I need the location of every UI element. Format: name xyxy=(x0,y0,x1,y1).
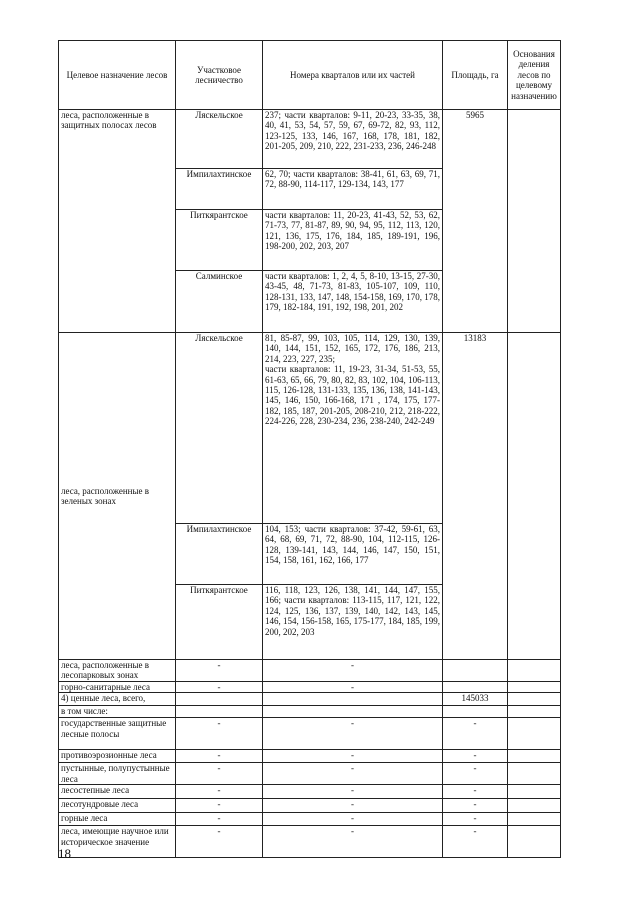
cell-purpose: противоэрозионные леса xyxy=(59,750,176,763)
cell-district: Салминское xyxy=(176,271,263,333)
cell-district: - xyxy=(176,750,263,763)
cell-district: - xyxy=(176,826,263,858)
cell-quarters: - xyxy=(263,826,443,858)
cell-quarters: 237; части кварталов: 9-11, 20-23, 33-35, 38, 40, 41, 53, 54, 57, 59, 67, 69-72, 82, 93, 112, 123-125, 133, 146, 167, 168, 178, 181, 182, 201-205, 209, 210, 222, 231-233, 236, 246-248 xyxy=(263,110,443,169)
table-row xyxy=(59,706,561,718)
cell-purpose: лесотундровые леса xyxy=(59,799,176,813)
table-header-row xyxy=(59,41,561,110)
cell-district: - xyxy=(176,718,263,750)
cell-district: Ляскельское xyxy=(176,110,263,169)
cell-basis xyxy=(508,813,561,826)
cell-basis xyxy=(508,333,561,660)
cell-district: Ляскельское xyxy=(176,333,263,524)
table-row xyxy=(59,813,561,826)
cell-basis xyxy=(508,660,561,682)
cell-quarters: - xyxy=(263,750,443,763)
cell-area: - xyxy=(443,763,508,785)
cell-quarters: 104, 153; части кварталов: 37-42, 59-61, 63, 64, 68, 69, 71, 72, 88-90, 104, 112-115, 126-128, 139-141, 143, 144, 146, 147, 150, 151, 154, 158, 161, 162, 166, 177 xyxy=(263,524,443,585)
cell-quarters xyxy=(263,333,443,524)
cell-purpose: лесостепные леса xyxy=(59,785,176,799)
cell-quarters: - xyxy=(263,763,443,785)
cell-purpose: в том числе: xyxy=(59,706,176,718)
cell-basis xyxy=(508,110,561,333)
cell-area: - xyxy=(443,785,508,799)
cell-quarters: - xyxy=(263,785,443,799)
cell-district: Питкярантское xyxy=(176,210,263,271)
cell-basis xyxy=(508,693,561,706)
cell-quarters: 62, 70; части кварталов: 38-41, 61, 63, 69, 71, 72, 88-90, 114-117, 129-134, 143, 177 xyxy=(263,169,443,210)
table-row xyxy=(59,682,561,693)
cell-purpose: горно-санитарные леса xyxy=(59,682,176,693)
cell-purpose: пустынные, полупустынные леса xyxy=(59,763,176,785)
cell-area: 145033 xyxy=(443,693,508,706)
cell-district: - xyxy=(176,799,263,813)
cell-quarters xyxy=(263,706,443,718)
cell-district xyxy=(176,706,263,718)
cell-area: - xyxy=(443,718,508,750)
cell-purpose: горные леса xyxy=(59,813,176,826)
cell-district: - xyxy=(176,660,263,682)
page-number: 18 xyxy=(58,846,71,861)
cell-basis xyxy=(508,799,561,813)
cell-basis xyxy=(508,706,561,718)
cell-area: - xyxy=(443,813,508,826)
cell-quarters: - xyxy=(263,682,443,693)
quarters-full: 81, 85-87, 99, 103, 105, 114, 129, 130, 139, 140, 144, 151, 152, 165, 172, 176, 186, 213, 214, 223, 227, 235; xyxy=(265,333,440,364)
cell-purpose: леса, расположенные в зеленых зонах xyxy=(59,333,176,660)
cell-area xyxy=(443,706,508,718)
cell-quarters: части кварталов: 11, 20-23, 41-43, 52, 53, 62, 71-73, 77, 81-87, 89, 90, 94, 95, 112, 113, 120, 121, 136, 175, 176, 184, 185, 189-191, 196, 198-200, 202, 203, 207 xyxy=(263,210,443,271)
cell-basis xyxy=(508,826,561,858)
cell-district: Импилахтинское xyxy=(176,524,263,585)
header-basis: Основания деления лесов по целевому назначению xyxy=(508,41,561,110)
cell-purpose: государственные защитные лесные полосы xyxy=(59,718,176,750)
cell-purpose: леса, расположенные в защитных полосах лесов xyxy=(59,110,176,333)
cell-quarters: части кварталов: 1, 2, 4, 5, 8-10, 13-15, 27-30, 43-45, 48, 71-73, 81-83, 105-107, 109, 110, 128-131, 133, 147, 148, 154-158, 169, 170, 178, 179, 182-184, 191, 192, 198, 201, 202 xyxy=(263,271,443,333)
cell-district: Питкярантское xyxy=(176,585,263,660)
header-purpose: Целевое назначение лесов xyxy=(59,41,176,110)
cell-area xyxy=(443,660,508,682)
cell-area xyxy=(443,682,508,693)
forest-purpose-table xyxy=(58,40,561,858)
quarters-partial: части кварталов: 11, 19-23, 31-34, 51-53, 55, 61-63, 65, 66, 79, 80, 82, 83, 102, 104, 106-113, 115, 126-128, 131-133, 135, 136, 138, 141-143, 145, 146, 150, 166-168, 171 , 174, 175, 177-182, 185, 187, 201-205, 208-210, 212, 218-222, 224-226, 228, 230-234, 236, 238-240, 242-249 xyxy=(265,364,440,427)
cell-district: - xyxy=(176,813,263,826)
header-quarters: Номера кварталов или их частей xyxy=(263,41,443,110)
cell-district: - xyxy=(176,763,263,785)
cell-purpose: леса, имеющие научное или историческое значение xyxy=(59,826,176,858)
table-row xyxy=(59,660,561,682)
cell-district: Импилахтинское xyxy=(176,169,263,210)
table-row xyxy=(59,763,561,785)
table-row xyxy=(59,785,561,799)
cell-district: - xyxy=(176,682,263,693)
cell-quarters: - xyxy=(263,813,443,826)
cell-quarters: - xyxy=(263,799,443,813)
header-district: Участковое лесничество xyxy=(176,41,263,110)
cell-quarters: - xyxy=(263,718,443,750)
cell-quarters: 116, 118, 123, 126, 138, 141, 144, 147, 155, 166; части кварталов: 113-115, 117, 121, 122, 124, 125, 136, 137, 139, 140, 142, 143, 145, 146, 154, 156-158, 165, 175-177, 184, 185, 199, 200, 202, 203 xyxy=(263,585,443,660)
table-row xyxy=(59,750,561,763)
table-row xyxy=(59,693,561,706)
table-row xyxy=(59,333,561,524)
cell-quarters xyxy=(263,693,443,706)
cell-basis xyxy=(508,718,561,750)
cell-district xyxy=(176,693,263,706)
cell-basis xyxy=(508,750,561,763)
cell-district: - xyxy=(176,785,263,799)
cell-area: - xyxy=(443,799,508,813)
table-row xyxy=(59,826,561,858)
cell-area: 5965 xyxy=(443,110,508,333)
cell-basis xyxy=(508,682,561,693)
cell-basis xyxy=(508,763,561,785)
cell-basis xyxy=(508,785,561,799)
cell-quarters: - xyxy=(263,660,443,682)
table-row xyxy=(59,799,561,813)
table-row xyxy=(59,718,561,750)
cell-purpose: леса, расположенные в лесопарковых зонах xyxy=(59,660,176,682)
cell-purpose: 4) ценные леса, всего, xyxy=(59,693,176,706)
cell-area: - xyxy=(443,826,508,858)
header-area: Площадь, га xyxy=(443,41,508,110)
cell-area: - xyxy=(443,750,508,763)
table-row xyxy=(59,110,561,169)
cell-area: 13183 xyxy=(443,333,508,660)
